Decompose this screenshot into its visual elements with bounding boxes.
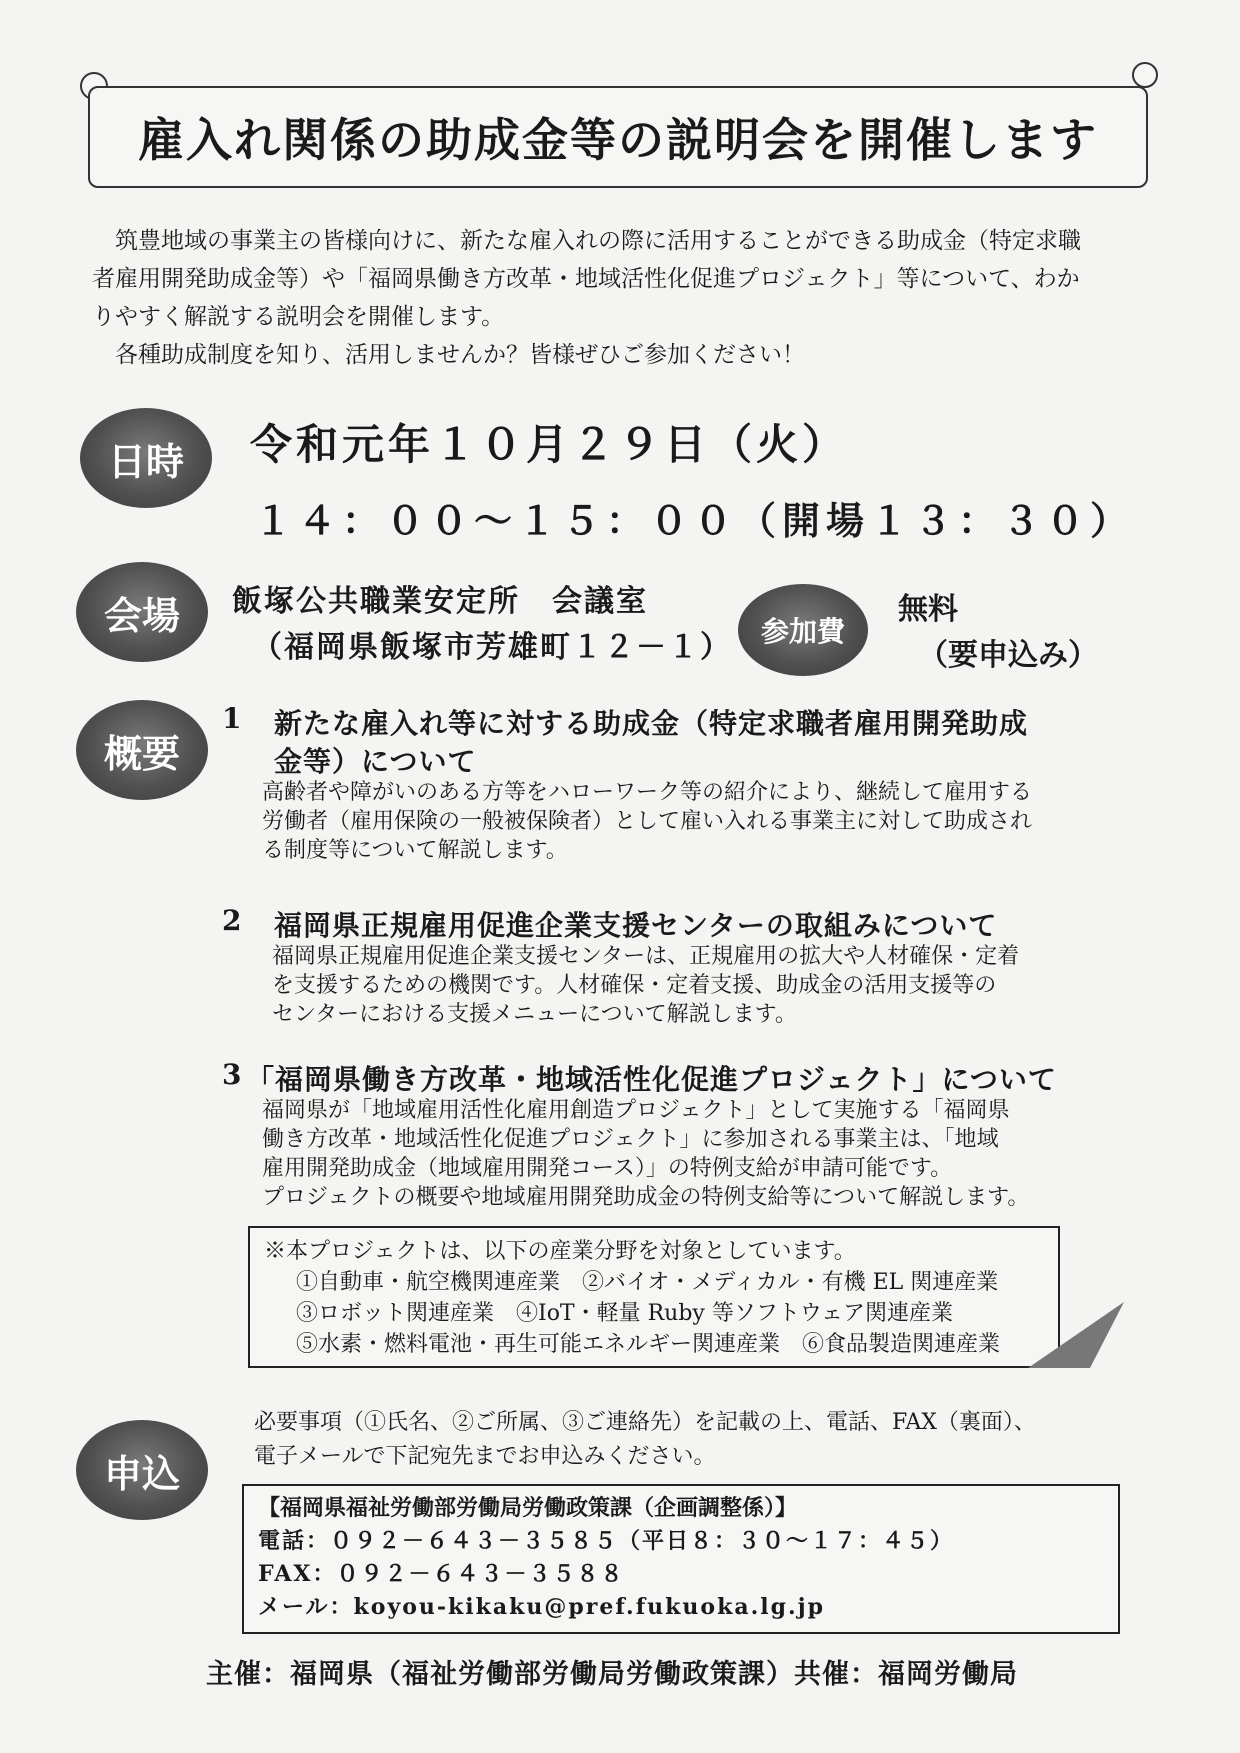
overview-body-line: を支援するための機関です。人材確保・定着支援、助成金の活用支援等の <box>272 973 997 998</box>
overview-body-line: プロジェクトの概要や地域雇用開発助成金の特例支給等について解説します。 <box>262 1185 1030 1210</box>
overview-body-line: 労働者（雇用保険の一般被保険者）として雇い入れる事業主に対して助成され <box>262 809 1033 834</box>
industry-row: ⑤水素・燃料電池・再生可能エネルギー関連産業 ⑥食品製造関連産業 <box>296 1332 1001 1357</box>
contact-phone: 電話：０９２－６４３－３５８５（平日８：３０～１７：４５） <box>258 1528 955 1554</box>
industry-list-box <box>248 1226 1060 1368</box>
intro-line: りやすく解説する説明会を開催します。 <box>92 304 505 330</box>
page-title: 雇入れ関係の助成金等の説明会を開催します <box>138 113 1098 167</box>
decorative-arrow-icon <box>1028 1302 1124 1368</box>
organizer-footer: 主催：福岡県（福祉労働部労働局労働政策課）共催：福岡労働局 <box>206 1659 1018 1690</box>
contact-email: メール：koyou-kikaku@pref.fukuoka.lg.jp <box>258 1594 825 1620</box>
overview-item-heading: 「福岡県働き方改革・地域活性化促進プロジェクト」について <box>246 1063 1057 1096</box>
venue-name: 飯塚公共職業安定所 会議室 <box>232 584 648 619</box>
intro-line: 各種助成制度を知り、活用しませんか？皆様ぜひご参加ください！ <box>115 342 805 368</box>
contact-department: 【福岡県福祉労働部労働局労働政策課（企画調整係）】 <box>258 1495 798 1521</box>
fee-note: （要申込み） <box>918 638 1098 673</box>
apply-badge: 申込 <box>76 1420 208 1520</box>
overview-body-line: 高齢者や障がいのある方等をハローワーク等の紹介により、継続して雇用する <box>262 780 1033 805</box>
overview-body-line: る制度等について解説します。 <box>262 838 568 863</box>
overview-item-heading: 新たな雇入れ等に対する助成金（特定求職者雇用開発助成 <box>274 707 1029 740</box>
overview-item-heading: 福岡県正規雇用促進企業支援センターの取組みについて <box>274 909 998 942</box>
overview-body-line: 雇用開発助成金（地域雇用開発コース）」の特例支給が申請可能です。 <box>262 1156 953 1181</box>
overview-item-number: 1 <box>222 702 243 735</box>
overview-item-number: 2 <box>222 904 243 937</box>
event-time: １４：００～１５：００（開場１３：３０） <box>254 498 1135 543</box>
fee-badge: 参加費 <box>738 584 868 676</box>
overview-item-body <box>272 942 1072 1029</box>
overview-body-line: 福岡県が「地域雇用活性化雇用創造プロジェクト」として実施する「福岡県 <box>262 1098 1010 1123</box>
fee-amount: 無料 <box>898 592 958 627</box>
overview-body-line: センターにおける支援メニューについて解説します。 <box>272 1002 797 1027</box>
intro-line: 筑豊地域の事業主の皆様向けに、新たな雇入れの際に活用することができる助成金（特定求職 <box>115 228 1081 254</box>
contact-box <box>242 1484 1120 1634</box>
overview-badge: 概要 <box>76 700 208 800</box>
scroll-curl-right <box>1132 62 1158 88</box>
apply-line: 必要事項（①氏名、②ご所属、③ご連絡先）を記載の上、電話、FAX（裏面）、 <box>254 1410 1036 1435</box>
venue-badge: 会場 <box>76 562 208 662</box>
industry-row: ③ロボット関連産業 ④IoT・軽量 Ruby 等ソフトウェア関連産業 <box>296 1301 953 1326</box>
intro-paragraph <box>92 222 1152 374</box>
overview-body-line: 福岡県正規雇用促進企業支援センターは、正規雇用の拡大や人材確保・定着 <box>272 944 1020 969</box>
event-date: 令和元年１０月２９日（火） <box>250 420 849 469</box>
intro-line: 者雇用開発助成金等）や「福岡県働き方改革・地域活性化促進プロジェクト」等について、わか <box>92 266 1080 292</box>
apply-instructions <box>254 1406 1154 1474</box>
overview-body-line: 働き方改革・地域活性化促進プロジェクト」に参加される事業主は、「地域 <box>262 1127 999 1152</box>
apply-line: 電子メールで下記宛先までお申込みください。 <box>254 1444 716 1469</box>
datetime-badge: 日時 <box>80 408 212 508</box>
industry-row: ①自動車・航空機関連産業 ②バイオ・メディカル・有機 EL 関連産業 <box>296 1270 999 1295</box>
overview-item-heading: 金等）について <box>274 745 477 778</box>
overview-item-body <box>262 1096 1102 1212</box>
industry-intro: ※本プロジェクトは、以下の産業分野を対象としています。 <box>264 1239 856 1264</box>
contact-fax: FAX：０９２－６４３－３５８８ <box>258 1561 625 1587</box>
venue-address: （福岡県飯塚市芳雄町１２－１） <box>252 630 732 665</box>
title-banner <box>88 86 1148 188</box>
overview-item-body <box>262 778 1062 865</box>
overview-item-number: 3 <box>222 1058 243 1091</box>
